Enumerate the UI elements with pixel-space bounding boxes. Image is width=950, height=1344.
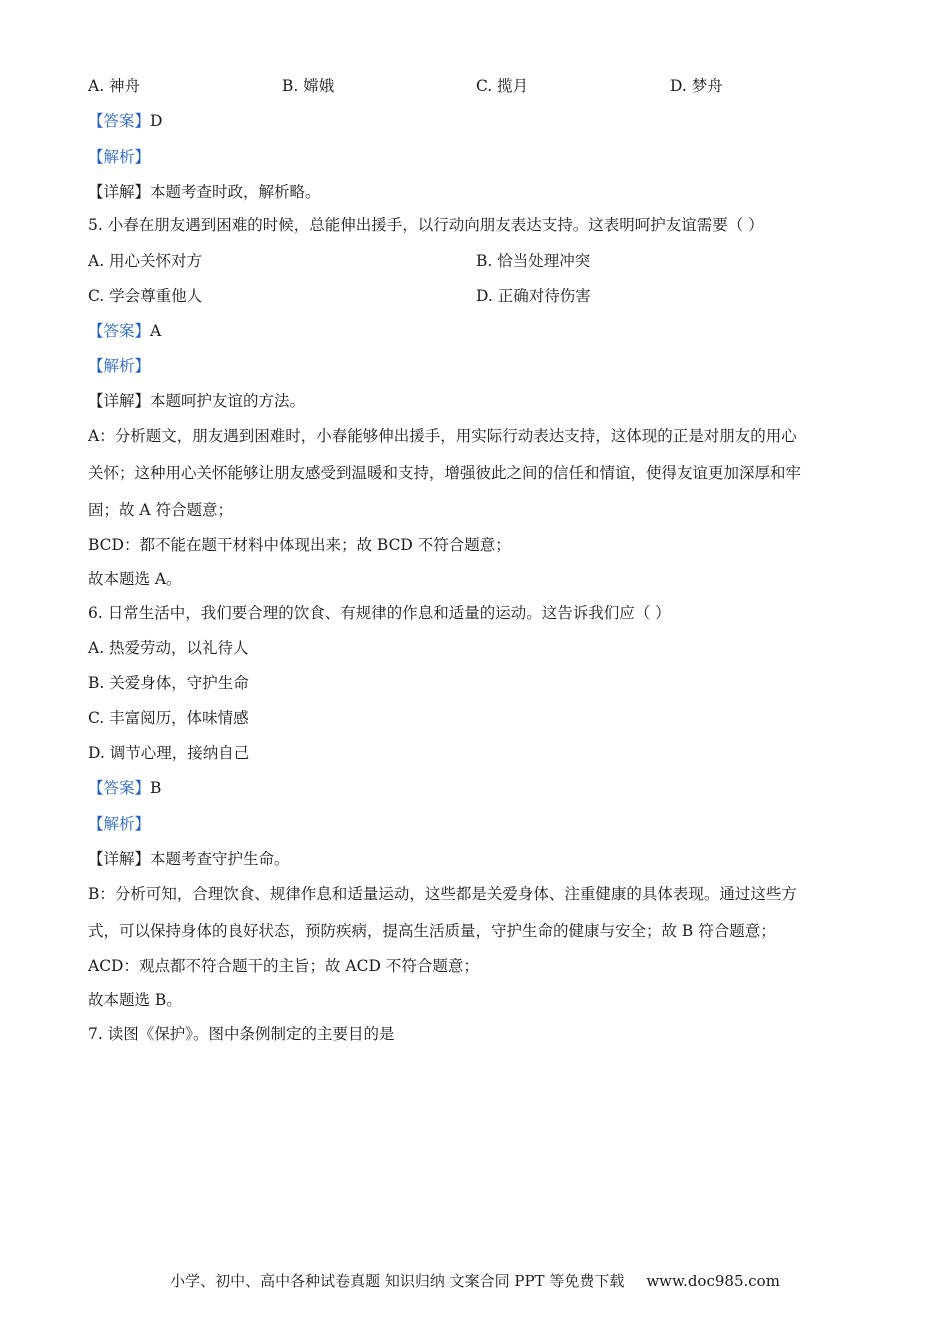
q6-option-b: B. 关爱身体，守护生命 — [88, 674, 249, 692]
q5-explanation-line-4: BCD：都不能在题干材料中体现出来；故 BCD 不符合题意； — [88, 536, 511, 554]
q5-option-a: A. 用心关怀对方 — [88, 252, 203, 270]
q5-option-d: D. 正确对待伤害 — [476, 287, 591, 305]
q6-answer — [88, 778, 161, 798]
detail-text: 本题呵护友谊的方法。 — [150, 392, 306, 410]
q5-detail — [88, 391, 305, 411]
q5-analysis-tag: 【解析】 — [88, 357, 151, 375]
page-footer — [0, 1270, 950, 1291]
q7-question: 7. 读图《保护》。图中条例制定的主要目的是 — [88, 1025, 395, 1043]
q4-detail — [88, 182, 321, 202]
detail-tag: 【详解】 — [88, 850, 151, 868]
q6-explanation-line-1: B：分析可知，合理饮食、规律作息和适量运动，这些都是关爱身体、注重健康的具体表现。通过这些方 — [88, 885, 797, 903]
q6-option-a: A. 热爱劳动，以礼待人 — [88, 639, 249, 657]
footer-url[interactable]: www.doc985.com — [646, 1272, 780, 1290]
answer-value: D — [150, 112, 163, 130]
detail-text: 本题考查时政，解析略。 — [150, 183, 321, 201]
q4-option-a: A. 神舟 — [88, 77, 141, 95]
answer-value: A — [150, 322, 162, 340]
q5-explanation-line-5: 故本题选 A。 — [88, 570, 182, 588]
q4-option-d: D. 梦舟 — [670, 77, 723, 95]
q6-explanation-line-4: 故本题选 B。 — [88, 991, 182, 1009]
detail-tag: 【详解】 — [88, 183, 151, 201]
q4-analysis-tag: 【解析】 — [88, 148, 151, 166]
q4-option-c: C. 揽月 — [476, 77, 529, 95]
answer-tag: 【答案】 — [88, 779, 151, 797]
q6-explanation-line-3: ACD：观点都不符合题干的主旨；故 ACD 不符合题意； — [88, 957, 479, 975]
q6-analysis-tag: 【解析】 — [88, 815, 151, 833]
answer-tag: 【答案】 — [88, 322, 151, 340]
q6-explanation-line-2: 式，可以保持身体的良好状态，预防疾病，提高生活质量，守护生命的健康与安全；故 B 符合题意； — [88, 922, 776, 940]
detail-text: 本题考查守护生命。 — [150, 850, 290, 868]
q4-option-b: B. 嫦娥 — [282, 77, 335, 95]
q4-answer — [88, 111, 162, 131]
q5-answer — [88, 321, 161, 341]
q6-option-d: D. 调节心理，接纳自己 — [88, 744, 250, 762]
q5-question: 5. 小春在朋友遇到困难的时候，总能伸出援手，以行动向朋友表达支持。这表明呵护友谊需要（ ） — [88, 216, 764, 234]
q5-explanation-line-1: A：分析题文，朋友遇到困难时，小春能够伸出援手，用实际行动表达支持，这体现的正是对朋友的用心 — [88, 427, 797, 445]
footer-text: 小学、初中、高中各种试卷真题 知识归纳 文案合同 PPT 等免费下载 — [170, 1272, 625, 1290]
q5-option-b: B. 恰当处理冲突 — [476, 252, 591, 270]
q5-explanation-line-2: 关怀；这种用心关怀能够让朋友感受到温暖和支持，增强彼此之间的信任和情谊，使得友谊更加深厚和牢 — [88, 464, 802, 482]
q6-question: 6. 日常生活中，我们要合理的饮食、有规律的作息和适量的运动。这告诉我们应（ ） — [88, 604, 671, 622]
answer-value: B — [150, 779, 162, 797]
answer-tag: 【答案】 — [88, 112, 151, 130]
detail-tag: 【详解】 — [88, 392, 151, 410]
q6-option-c: C. 丰富阅历，体味情感 — [88, 709, 249, 727]
q5-explanation-line-3: 固；故 A 符合题意； — [88, 501, 234, 519]
q6-detail — [88, 849, 290, 869]
q5-option-c: C. 学会尊重他人 — [88, 287, 203, 305]
